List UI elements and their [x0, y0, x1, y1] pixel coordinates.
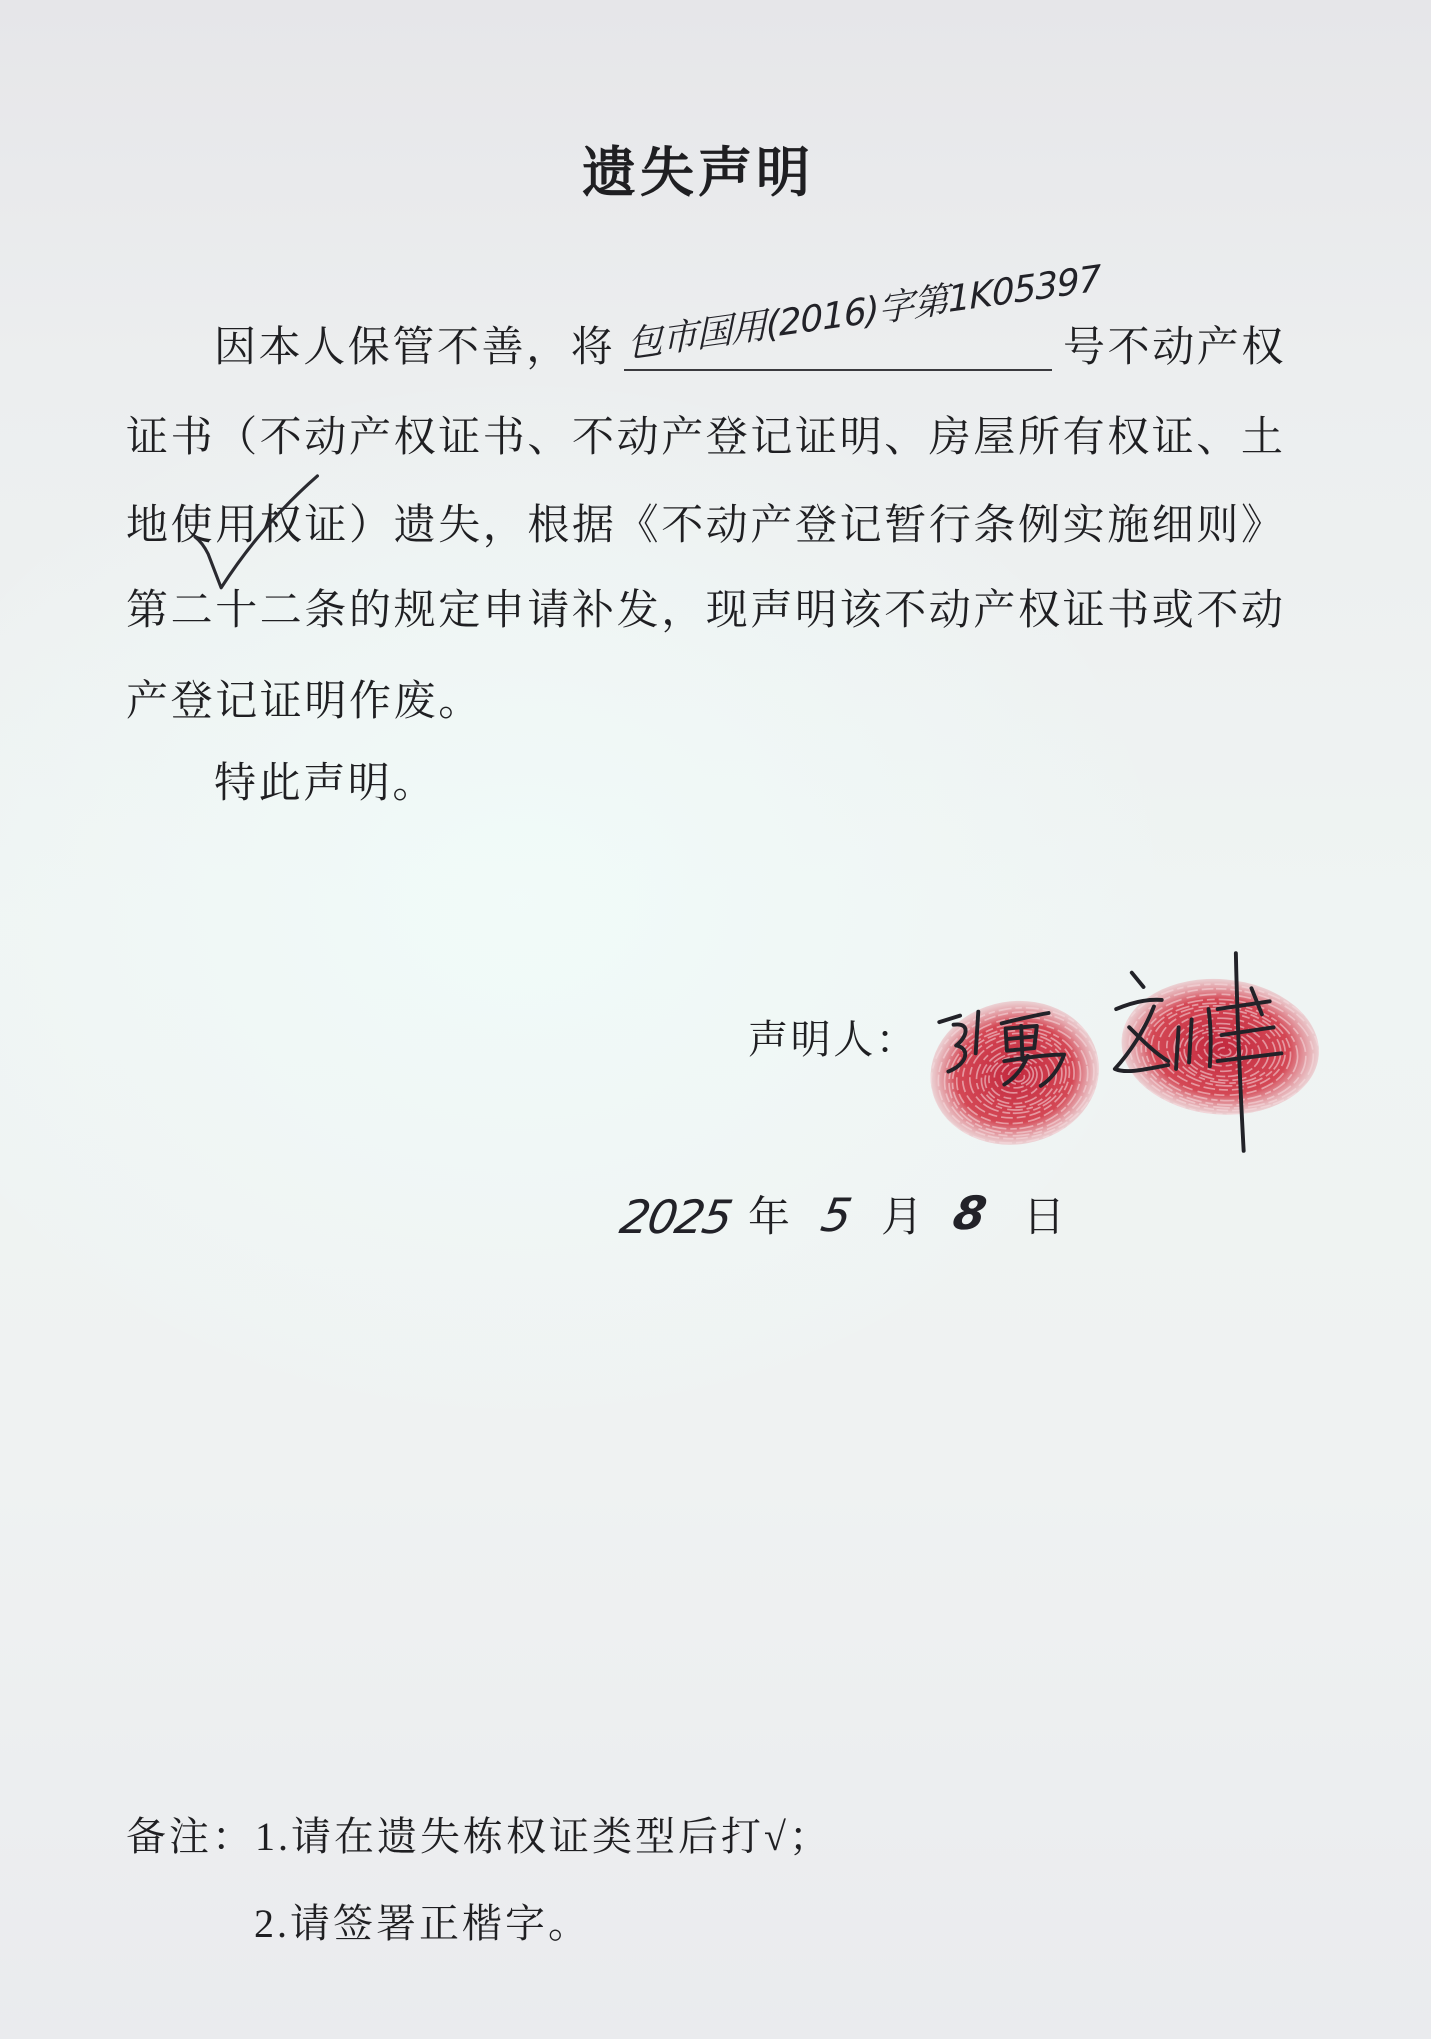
- body-line-2: 证书（不动产权证书、不动产登记证明、房屋所有权证、土: [126, 415, 1286, 461]
- fingerprint-1-fill: [919, 988, 1110, 1158]
- signature-stroke: [1189, 1020, 1192, 1063]
- notes-label: 备注：: [126, 1814, 255, 1859]
- body-line-1-prefix: 因本人保管不善，将: [214, 325, 616, 371]
- fingerprint-ridge: [999, 1060, 1035, 1090]
- fingerprint-ridge: [985, 1052, 1045, 1103]
- signature-stroke: [1209, 1009, 1211, 1066]
- fingerprint-ridge: [1211, 1041, 1238, 1059]
- fingerprint-ridge: [956, 1025, 1076, 1126]
- signature-stroke: [1236, 953, 1244, 1151]
- declarant-label: 声明人：: [748, 1017, 919, 1062]
- signature-stroke: [1002, 1013, 1049, 1023]
- date-month-unit: 月: [881, 1195, 926, 1241]
- fingerprint-ridge: [1164, 1008, 1284, 1090]
- signature-stroke: [1006, 1026, 1037, 1051]
- handwritten-certificate-number: 包市国用(2016)字第1K05397: [626, 258, 1102, 366]
- fingerprint-2-fill: [1116, 971, 1325, 1123]
- fingerprint-ridge: [1116, 976, 1329, 1122]
- notes-line-1: [126, 1815, 832, 1859]
- fingerprint-ridge: [920, 994, 1112, 1156]
- fingerprint-ridge: [940, 1012, 1096, 1143]
- fingerprint-ridge: [935, 1006, 1103, 1148]
- fingerprint-ridge: [1013, 1072, 1025, 1082]
- fingerprint-2-ridges: [1116, 976, 1329, 1122]
- fingerprint-ridge: [1171, 1014, 1278, 1087]
- fingerprint-ridge: [1188, 1028, 1255, 1074]
- fingerprint-ridge: [971, 1036, 1067, 1117]
- signature-stroke: [1251, 988, 1261, 1014]
- signature-1: [939, 1012, 1064, 1086]
- fingerprint-ridge: [1124, 981, 1324, 1118]
- fingerprint-ridge: [981, 1048, 1053, 1109]
- signature-stroke: [939, 1016, 960, 1023]
- fingerprint-ridge: [1177, 1020, 1270, 1084]
- fingerprint-ridge: [944, 1018, 1088, 1139]
- fingerprint-1: [919, 988, 1113, 1158]
- fingerprint-ridge: [977, 1042, 1061, 1113]
- fingerprint-ridge: [1203, 1035, 1243, 1062]
- fingerprint-2: [1116, 971, 1329, 1123]
- signature-stroke: [1007, 1036, 1036, 1039]
- date-day-unit: 日: [1023, 1195, 1068, 1241]
- fingerprint-ridge: [1131, 987, 1318, 1115]
- signature-stroke: [1004, 1055, 1064, 1086]
- fingerprint-ridge: [1195, 1031, 1248, 1068]
- body-line-4: 第二十二条的规定申请补发，现声明该不动产权证书或不动: [126, 588, 1286, 634]
- signature-stroke: [1129, 1027, 1168, 1061]
- signature-stroke: [1218, 1001, 1270, 1009]
- date-year-unit: 年: [748, 1195, 793, 1241]
- signature-stroke: [1004, 1056, 1027, 1085]
- signature-stroke: [1176, 1027, 1179, 1069]
- fingerprint-ridge: [949, 1021, 1081, 1132]
- signature-stroke: [1218, 1053, 1282, 1061]
- signature-stroke: [1021, 1026, 1022, 1060]
- body-line-5: 产登记证明作废。: [126, 679, 483, 725]
- body-line-3: 地使用权证）遗失，根据《不动产登记暂行条例实施细则》: [126, 503, 1286, 549]
- fingerprint-ridge: [1182, 1025, 1262, 1080]
- signature-stroke: [948, 1024, 965, 1071]
- certificate-number-underline: [624, 369, 1052, 371]
- document-title: 遗失声明: [582, 143, 814, 203]
- note-item-1: 1.请在遗失栋权证类型后打√；: [255, 1814, 832, 1859]
- fingerprint-ridge: [992, 1056, 1040, 1096]
- date-month: 5: [817, 1188, 855, 1242]
- fingerprint-ridge: [964, 1030, 1072, 1121]
- signature-stroke: [1115, 1006, 1168, 1071]
- date-year: 2025: [616, 1190, 735, 1244]
- fingerprint-ridge: [928, 1000, 1108, 1152]
- date-day: 8: [949, 1186, 989, 1240]
- fingerprint-ridge: [1142, 997, 1302, 1107]
- signature-stroke: [1132, 973, 1144, 987]
- fingerprint-ridge: [1218, 1047, 1231, 1056]
- signature-stroke: [976, 1012, 979, 1054]
- closing-statement: 特此声明。: [214, 761, 438, 807]
- fingerprint-1-ridges: [920, 994, 1112, 1156]
- note-item-2: 2.请签署正楷字。: [254, 1901, 591, 1946]
- body-line-1-suffix: 号不动产权: [1063, 325, 1287, 371]
- fingerprint-ridge: [1007, 1066, 1031, 1086]
- fingerprint-ridge: [1155, 1004, 1288, 1095]
- signature-stroke: [1116, 1000, 1162, 1009]
- fingerprint-ridge: [1148, 1000, 1295, 1101]
- signature-stroke: [1222, 1027, 1274, 1035]
- fingerprint-ridge: [1137, 993, 1310, 1112]
- signature-2: [1115, 953, 1282, 1151]
